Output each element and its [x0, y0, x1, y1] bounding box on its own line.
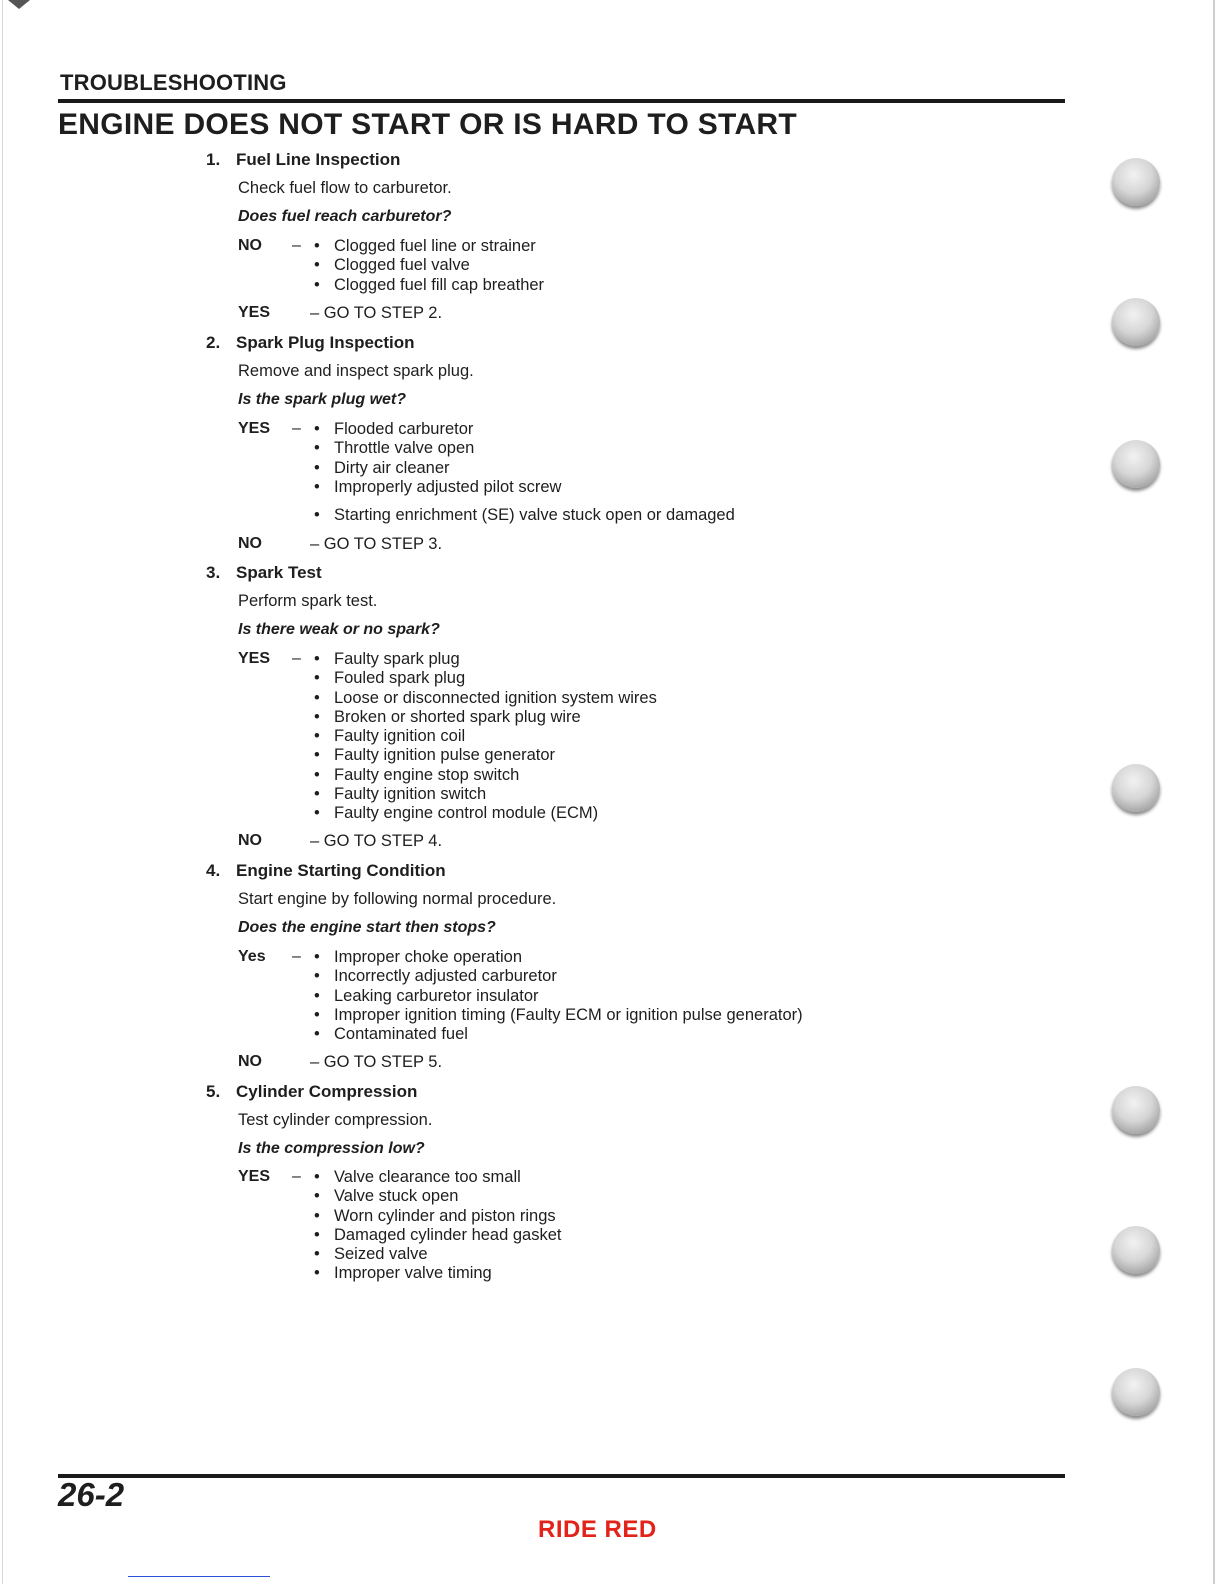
- link-underline: [128, 1576, 270, 1577]
- answer-label: NO: [238, 535, 262, 552]
- cause-item: • Improper ignition timing (Faulty ECM or ignition pulse generator): [314, 1005, 803, 1024]
- cause-list: [314, 948, 803, 1044]
- brand-logo: RIDE RED: [538, 1516, 657, 1543]
- cause-item: • Throttle valve open: [314, 439, 475, 458]
- step-instruction: Remove and inspect spark plug.: [238, 362, 474, 380]
- page-right-edge: [1213, 0, 1215, 1584]
- dash: –: [292, 1168, 301, 1185]
- corner-mark-icon: [8, 0, 30, 9]
- step-heading: [206, 333, 415, 353]
- cause-item: • Broken or shorted spark plug wire: [314, 707, 581, 726]
- cause-item: • Clogged fuel line or strainer: [314, 237, 536, 255]
- cause-item: • Faulty ignition pulse generator: [314, 746, 556, 765]
- answer-label: YES: [238, 650, 271, 667]
- goto-instruction: – GO TO STEP 4.: [310, 832, 443, 850]
- step-number: 2.: [206, 333, 221, 352]
- cause-item: • Leaking carburetor insulator: [314, 986, 539, 1005]
- cause-item: • Faulty ignition coil: [314, 727, 466, 746]
- step-title: Spark Test: [236, 563, 322, 582]
- dash: –: [292, 948, 301, 965]
- cause-item: • Damaged cylinder head gasket: [314, 1225, 562, 1244]
- step-question: Is there weak or no spark?: [238, 621, 440, 638]
- step-instruction: Start engine by following normal procedure.: [238, 890, 557, 908]
- cause-list-extra: [314, 506, 735, 525]
- cause-list: [314, 237, 544, 295]
- answer-label: NO: [238, 832, 262, 849]
- cause-item: • Faulty spark plug: [314, 650, 460, 668]
- binder-hole: [1112, 440, 1160, 488]
- cause-item: • Improper choke operation: [314, 948, 523, 966]
- dash: –: [292, 237, 301, 254]
- cause-item: • Clogged fuel fill cap breather: [314, 275, 545, 294]
- binder-hole: [1112, 1368, 1160, 1416]
- step-heading: [206, 150, 400, 170]
- cause-item: • Dirty air cleaner: [314, 458, 450, 477]
- answer-label: Yes: [238, 948, 266, 965]
- goto-instruction: – GO TO STEP 5.: [310, 1053, 443, 1071]
- step-heading: [206, 563, 322, 583]
- dash: –: [292, 650, 301, 667]
- step-number: 1.: [206, 150, 221, 169]
- cause-list: [314, 420, 561, 497]
- step-question: Is the spark plug wet?: [238, 391, 407, 408]
- answer-label: YES: [238, 304, 271, 321]
- binder-hole: [1112, 298, 1160, 346]
- step-number: 3.: [206, 563, 221, 582]
- answer-label: NO: [238, 237, 262, 254]
- answer-label: YES: [238, 420, 271, 437]
- step-number: 5.: [206, 1082, 221, 1101]
- cause-item: • Fouled spark plug: [314, 669, 466, 688]
- cause-item: • Flooded carburetor: [314, 420, 474, 438]
- page-left-edge: [2, 0, 3, 1584]
- cause-item: • Contaminated fuel: [314, 1025, 468, 1044]
- step-title: Cylinder Compression: [236, 1082, 418, 1101]
- cause-item: • Worn cylinder and piston rings: [314, 1206, 556, 1225]
- step-instruction: Test cylinder compression.: [238, 1111, 433, 1129]
- cause-item: • Faulty engine control module (ECM): [314, 804, 599, 823]
- cause-item: • Improper valve timing: [314, 1264, 492, 1283]
- cause-item: • Faulty ignition switch: [314, 785, 487, 804]
- goto-instruction: – GO TO STEP 3.: [310, 535, 443, 553]
- step-heading: [206, 1082, 417, 1102]
- step-question: Is the compression low?: [238, 1140, 425, 1157]
- header-rule: [58, 99, 1065, 103]
- binder-hole: [1112, 1086, 1160, 1134]
- answer-label: NO: [238, 1053, 262, 1070]
- cause-item: • Improperly adjusted pilot screw: [314, 477, 562, 496]
- step-title: Engine Starting Condition: [236, 861, 446, 880]
- binder-hole: [1112, 1226, 1160, 1274]
- goto-instruction: – GO TO STEP 2.: [310, 304, 443, 322]
- cause-item: • Valve stuck open: [314, 1187, 459, 1206]
- step-title: Fuel Line Inspection: [236, 150, 401, 169]
- cause-item: • Starting enrichment (SE) valve stuck open or damaged: [314, 506, 735, 524]
- step-title: Spark Plug Inspection: [236, 333, 415, 352]
- binder-hole: [1112, 158, 1160, 206]
- cause-item: • Faulty engine stop switch: [314, 765, 520, 784]
- step-heading: [206, 861, 446, 881]
- cause-list: [314, 650, 657, 824]
- dash: –: [292, 420, 301, 437]
- cause-item: • Incorrectly adjusted carburetor: [314, 967, 557, 986]
- cause-list: [314, 1168, 561, 1284]
- cause-item: • Clogged fuel valve: [314, 256, 470, 275]
- step-instruction: Check fuel flow to carburetor.: [238, 179, 452, 197]
- page-number: 26-2: [58, 1476, 125, 1513]
- binder-hole: [1112, 764, 1160, 812]
- answer-label: YES: [238, 1168, 271, 1185]
- step-question: Does fuel reach carburetor?: [238, 208, 452, 225]
- step-instruction: Perform spark test.: [238, 592, 378, 610]
- step-number: 4.: [206, 861, 221, 880]
- cause-item: • Loose or disconnected ignition system wires: [314, 688, 657, 707]
- page-title: ENGINE DOES NOT START OR IS HARD TO START: [58, 108, 797, 141]
- section-label: TROUBLESHOOTING: [60, 70, 287, 95]
- footer-rule: [58, 1474, 1065, 1478]
- cause-item: • Valve clearance too small: [314, 1168, 521, 1186]
- step-question: Does the engine start then stops?: [238, 919, 496, 936]
- cause-item: • Seized valve: [314, 1245, 428, 1264]
